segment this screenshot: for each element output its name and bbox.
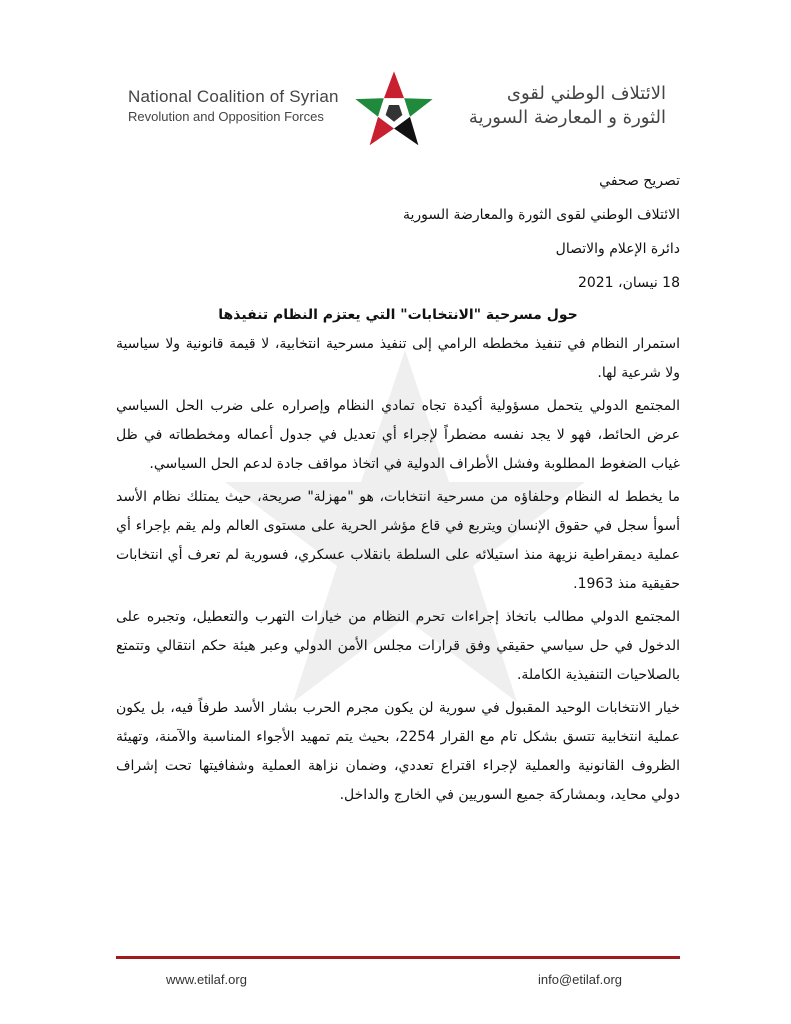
paragraph: المجتمع الدولي يتحمل مسؤولية أكيدة تجاه تمادي النظام وإصراره على ضرب الحل السياسي عرض الحائط، فهو لا يجد نفسه مضطراً لإجراء أي تعديل في جدول أعماله ومخططاته في ظل غياب الضغوط المطلوبة وفشل الأطراف الدولية في اتخاذ مواقف جادة لدعم الحل السياسي. — [116, 398, 680, 472]
org-name-en-line2: Revolution and Opposition Forces — [128, 109, 324, 124]
org-name-en — [128, 86, 339, 127]
document-title: حول مسرحية "الانتخابات" التي يعتزم النظام تنفيذها — [218, 307, 578, 323]
paragraph: ما يخطط له النظام وحلفاؤه من مسرحية انتخابات، هو "مهزلة" صريحة، حيث يمتلك نظام الأسد أسوأ سجل في حقوق الإنسان ويتربع في قاع مؤشر الحرية على مستوى العالم ولم يقم بإجراء أي عملية ديمقراطية نزيهة منذ استيلائه على السلطة بانقلاب عسكري، فسورية لم تعرف أي انتخابات حقيقية منذ 1963. — [116, 489, 680, 592]
org-name-ar-line2: الثورة و المعارضة السورية — [468, 107, 666, 128]
paragraph: خيار الانتخابات الوحيد المقبول في سورية لن يكون مجرم الحرب بشار الأسد طرفاً فيه، بل يكون عملية انتخابية تتسق بشكل تام مع القرار 2254، بحيث يتم تمهيد الأجواء المناسبة والآمنة، وتهيئة الظروف القانونية والعملية لإجراء اقتراع تعددي، وضمان نزاهة العملية وشفافيتها تحت إشراف دولي محايد، وبمشاركة جميع السوريين في الخارج والداخل. — [116, 700, 680, 803]
org-name-ar — [446, 82, 666, 130]
press-release-body — [116, 164, 680, 814]
org-name-ar-line1: الائتلاف الوطني لقوى — [506, 83, 666, 104]
footer-rule — [116, 956, 680, 959]
doc-type: تصريح صحفي — [599, 173, 680, 189]
footer-website-link[interactable]: www.etilaf.org — [166, 972, 247, 987]
letterhead — [0, 0, 791, 150]
department: دائرة الإعلام والاتصال — [555, 241, 680, 257]
footer-email-link[interactable]: info@etilaf.org — [538, 972, 623, 987]
issuer: الائتلاف الوطني لقوى الثورة والمعارضة السورية — [402, 207, 680, 223]
org-name-en-line1: National Coalition of Syrian — [128, 87, 339, 106]
paragraph: استمرار النظام في تنفيذ مخططه الرامي إلى تنفيذ مسرحية انتخابية، لا قيمة قانونية ولا سياسية ولا شرعية لها. — [116, 336, 680, 381]
paragraph: المجتمع الدولي مطالب باتخاذ إجراءات تحرم النظام من خيارات التهرب والتعطيل، وتجبره على الدخول في حل سياسي حقيقي وفق قرارات مجلس الأمن الدولي وعبر هيئة حكم انتقالي وتتمتع بالصلاحيات التنفيذية الكاملة. — [116, 609, 680, 683]
date: 18 نيسان، 2021 — [577, 275, 680, 291]
star-logo-icon — [352, 68, 436, 152]
